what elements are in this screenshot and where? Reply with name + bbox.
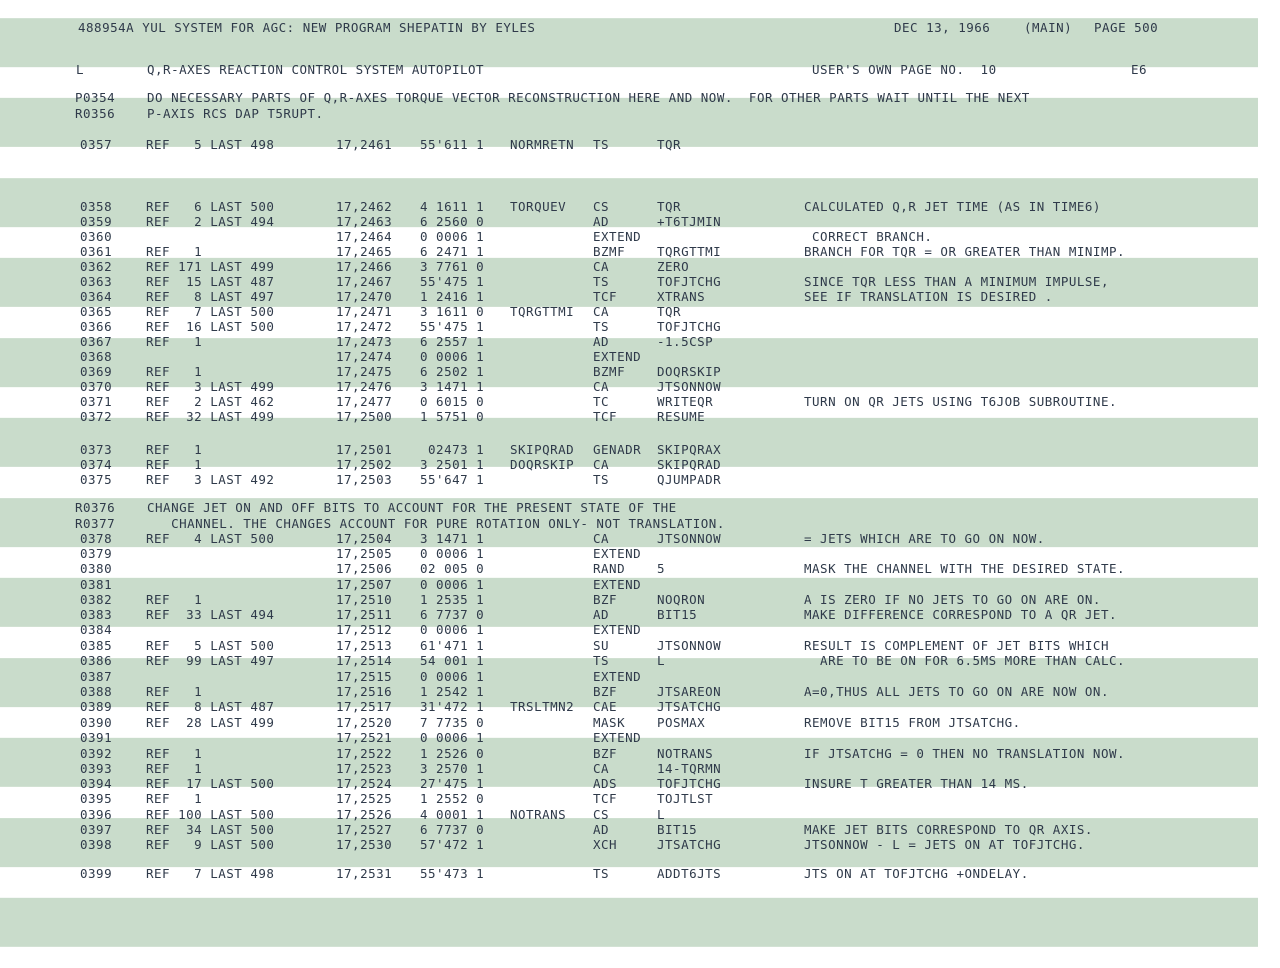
line-number: 0373 (80, 442, 113, 457)
octal-word: 0 6015 0 (420, 394, 485, 409)
cross-reference: REF 1 (146, 761, 203, 776)
octal-word: 1 2416 1 (420, 289, 485, 304)
code-comment: MAKE JET BITS CORRESPOND TO QR AXIS. (804, 822, 1093, 837)
octal-word: 57'472 1 (420, 837, 485, 852)
opcode: BZF (593, 592, 618, 607)
octal-word: 7 7735 0 (420, 715, 485, 730)
line-number: 0384 (80, 622, 113, 637)
operand: 5 (657, 561, 666, 576)
page-code: E6 (1131, 62, 1148, 77)
operand: L (657, 653, 666, 668)
cross-reference: REF 6 LAST 500 (146, 199, 275, 214)
line-number: R0377 (75, 516, 116, 531)
operand: QJUMPADR (657, 472, 722, 487)
octal-word: 54 001 1 (420, 653, 485, 668)
memory-address: 17,2501 (336, 442, 393, 457)
cross-reference: REF 15 LAST 487 (146, 274, 275, 289)
cross-reference: REF 100 LAST 500 (146, 807, 275, 822)
line-number: 0380 (80, 561, 113, 576)
octal-word: 6 2502 1 (420, 364, 485, 379)
cross-reference: REF 1 (146, 442, 203, 457)
code-comment: SINCE TQR LESS THAN A MINIMUM IMPULSE, (804, 274, 1109, 289)
subheader-title: Q,R-AXES REACTION CONTROL SYSTEM AUTOPILOT (147, 62, 485, 77)
cross-reference: REF 34 LAST 500 (146, 822, 275, 837)
opcode: CS (593, 199, 610, 214)
opcode: TC (593, 394, 610, 409)
header-main: (MAIN) (1024, 20, 1073, 35)
opcode: EXTEND (593, 577, 642, 592)
memory-address: 17,2464 (336, 229, 393, 244)
line-number: 0394 (80, 776, 113, 791)
line-number: 0389 (80, 699, 113, 714)
cross-reference: REF 1 (146, 244, 203, 259)
octal-word: 0 0006 1 (420, 546, 485, 561)
operand: BIT15 (657, 822, 698, 837)
line-number: 0385 (80, 638, 113, 653)
memory-address: 17,2520 (336, 715, 393, 730)
memory-address: 17,2507 (336, 577, 393, 592)
octal-word: 3 2501 1 (420, 457, 485, 472)
line-number: 0391 (80, 730, 113, 745)
code-comment: SEE IF TRANSLATION IS DESIRED . (804, 289, 1053, 304)
line-number: 0392 (80, 746, 113, 761)
octal-word: 55'647 1 (420, 472, 485, 487)
code-comment: JTSONNOW - L = JETS ON AT TOFJTCHG. (804, 837, 1085, 852)
memory-address: 17,2470 (336, 289, 393, 304)
symbol-label: DOQRSKIP (510, 457, 575, 472)
opcode: BZMF (593, 364, 626, 379)
line-number: 0396 (80, 807, 113, 822)
cross-reference: REF 28 LAST 499 (146, 715, 275, 730)
code-comment: A=0,THUS ALL JETS TO GO ON ARE NOW ON. (804, 684, 1109, 699)
opcode: BZMF (593, 244, 626, 259)
memory-address: 17,2462 (336, 199, 393, 214)
octal-word: 1 2526 0 (420, 746, 485, 761)
octal-word: 27'475 1 (420, 776, 485, 791)
octal-word: 02473 1 (420, 442, 485, 457)
opcode: EXTEND (593, 669, 642, 684)
memory-address: 17,2531 (336, 866, 393, 881)
operand: TQR (657, 199, 682, 214)
code-comment: CALCULATED Q,R JET TIME (AS IN TIME6) (804, 199, 1101, 214)
octal-word: 02 005 0 (420, 561, 485, 576)
memory-address: 17,2517 (336, 699, 393, 714)
opcode: CA (593, 379, 610, 394)
operand: +T6TJMIN (657, 214, 722, 229)
line-number: 0375 (80, 472, 113, 487)
code-comment: = JETS WHICH ARE TO GO ON NOW. (804, 531, 1045, 546)
line-number: 0379 (80, 546, 113, 561)
opcode: TS (593, 866, 610, 881)
line-number: 0387 (80, 669, 113, 684)
code-comment: INSURE T GREATER THAN 14 MS. (804, 776, 1029, 791)
opcode: BZF (593, 746, 618, 761)
code-comment: TURN ON QR JETS USING T6JOB SUBROUTINE. (804, 394, 1117, 409)
line-number: 0370 (80, 379, 113, 394)
code-comment: JTS ON AT TOFJTCHG +ONDELAY. (804, 866, 1029, 881)
opcode: CS (593, 807, 610, 822)
octal-word: 3 1471 1 (420, 379, 485, 394)
line-number: 0383 (80, 607, 113, 622)
memory-address: 17,2513 (336, 638, 393, 653)
line-number: 0364 (80, 289, 113, 304)
line-number: 0399 (80, 866, 113, 881)
operand: DOQRSKIP (657, 364, 722, 379)
memory-address: 17,2477 (336, 394, 393, 409)
operand: JTSONNOW (657, 379, 722, 394)
octal-word: 0 0006 1 (420, 730, 485, 745)
opcode: TCF (593, 791, 618, 806)
code-comment: IF JTSATCHG = 0 THEN NO TRANSLATION NOW. (804, 746, 1126, 761)
cross-reference: REF 5 LAST 500 (146, 638, 275, 653)
cross-reference: REF 1 (146, 457, 203, 472)
line-number: 0372 (80, 409, 113, 424)
subheader-prefix: L (76, 62, 85, 77)
tractor-feed-edge (1258, 0, 1280, 968)
line-number: R0376 (75, 500, 116, 515)
line-number: 0369 (80, 364, 113, 379)
operand: JTSONNOW (657, 531, 722, 546)
memory-address: 17,2525 (336, 791, 393, 806)
opcode: ADS (593, 776, 618, 791)
opcode: XCH (593, 837, 618, 852)
header-date: DEC 13, 1966 (894, 20, 991, 35)
header-page: PAGE 500 (1094, 20, 1159, 35)
line-number: 0368 (80, 349, 113, 364)
operand: SKIPQRAX (657, 442, 722, 457)
cross-reference: REF 2 LAST 494 (146, 214, 275, 229)
line-number: 0397 (80, 822, 113, 837)
remark-text: P-AXIS RCS DAP T5RUPT. (147, 106, 324, 121)
memory-address: 17,2516 (336, 684, 393, 699)
line-number: 0366 (80, 319, 113, 334)
opcode: AD (593, 822, 610, 837)
memory-address: 17,2514 (336, 653, 393, 668)
octal-word: 0 0006 1 (420, 577, 485, 592)
memory-address: 17,2467 (336, 274, 393, 289)
code-comment: MASK THE CHANNEL WITH THE DESIRED STATE. (804, 561, 1126, 576)
opcode: SU (593, 638, 610, 653)
line-number: 0374 (80, 457, 113, 472)
octal-word: 4 1611 1 (420, 199, 485, 214)
operand: NOQRON (657, 592, 706, 607)
operand: RESUME (657, 409, 706, 424)
line-number: P0354 (75, 90, 116, 105)
opcode: TCF (593, 409, 618, 424)
operand: SKIPQRAD (657, 457, 722, 472)
memory-address: 17,2511 (336, 607, 393, 622)
user-page-number: USER'S OWN PAGE NO. 10 (812, 62, 997, 77)
code-comment: A IS ZERO IF NO JETS TO GO ON ARE ON. (804, 592, 1101, 607)
line-number: 0360 (80, 229, 113, 244)
memory-address: 17,2505 (336, 546, 393, 561)
opcode: EXTEND (593, 349, 642, 364)
line-number: 0357 (80, 137, 113, 152)
line-number: 0371 (80, 394, 113, 409)
opcode: TS (593, 319, 610, 334)
cross-reference: REF 16 LAST 500 (146, 319, 275, 334)
operand: WRITEQR (657, 394, 714, 409)
octal-word: 4 0001 1 (420, 807, 485, 822)
operand: TQR (657, 137, 682, 152)
memory-address: 17,2476 (336, 379, 393, 394)
cross-reference: REF 1 (146, 684, 203, 699)
line-number: 0367 (80, 334, 113, 349)
code-comment: MAKE DIFFERENCE CORRESPOND TO A QR JET. (804, 607, 1117, 622)
memory-address: 17,2475 (336, 364, 393, 379)
symbol-label: NOTRANS (510, 807, 567, 822)
opcode: EXTEND (593, 546, 642, 561)
memory-address: 17,2515 (336, 669, 393, 684)
cross-reference: REF 17 LAST 500 (146, 776, 275, 791)
memory-address: 17,2510 (336, 592, 393, 607)
line-number: 0388 (80, 684, 113, 699)
operand: TQR (657, 304, 682, 319)
operand: JTSATCHG (657, 699, 722, 714)
memory-address: 17,2523 (336, 761, 393, 776)
operand: NOTRANS (657, 746, 714, 761)
opcode: EXTEND (593, 622, 642, 637)
line-number: R0356 (75, 106, 116, 121)
operand: 14-TQRMN (657, 761, 722, 776)
symbol-label: TORQUEV (510, 199, 567, 214)
octal-word: 55'611 1 (420, 137, 485, 152)
operand: TOFJTCHG (657, 274, 722, 289)
line-number: 0363 (80, 274, 113, 289)
opcode: EXTEND (593, 730, 642, 745)
cross-reference: REF 8 LAST 497 (146, 289, 275, 304)
line-number: 0362 (80, 259, 113, 274)
opcode: RAND (593, 561, 626, 576)
symbol-label: NORMRETN (510, 137, 575, 152)
memory-address: 17,2530 (336, 837, 393, 852)
cross-reference: REF 171 LAST 499 (146, 259, 275, 274)
opcode: CA (593, 761, 610, 776)
cross-reference: REF 32 LAST 499 (146, 409, 275, 424)
operand: TOFJTCHG (657, 776, 722, 791)
code-comment: CORRECT BRANCH. (804, 229, 933, 244)
octal-word: 1 2535 1 (420, 592, 485, 607)
opcode: CAE (593, 699, 618, 714)
octal-word: 1 5751 0 (420, 409, 485, 424)
memory-address: 17,2500 (336, 409, 393, 424)
operand: ADDT6JTS (657, 866, 722, 881)
octal-word: 55'475 1 (420, 274, 485, 289)
memory-address: 17,2471 (336, 304, 393, 319)
line-number: 0365 (80, 304, 113, 319)
symbol-label: TQRGTTMI (510, 304, 575, 319)
memory-address: 17,2503 (336, 472, 393, 487)
operand: -1.5CSP (657, 334, 714, 349)
code-comment: REMOVE BIT15 FROM JTSATCHG. (804, 715, 1021, 730)
cross-reference: REF 3 LAST 492 (146, 472, 275, 487)
line-number: 0381 (80, 577, 113, 592)
operand: TOFJTCHG (657, 319, 722, 334)
line-number: 0358 (80, 199, 113, 214)
memory-address: 17,2472 (336, 319, 393, 334)
memory-address: 17,2473 (336, 334, 393, 349)
line-number: 0398 (80, 837, 113, 852)
operand: POSMAX (657, 715, 706, 730)
memory-address: 17,2504 (336, 531, 393, 546)
octal-word: 55'473 1 (420, 866, 485, 881)
memory-address: 17,2461 (336, 137, 393, 152)
cross-reference: REF 1 (146, 334, 203, 349)
octal-word: 0 0006 1 (420, 349, 485, 364)
memory-address: 17,2502 (336, 457, 393, 472)
line-number: 0390 (80, 715, 113, 730)
opcode: BZF (593, 684, 618, 699)
cross-reference: REF 1 (146, 746, 203, 761)
opcode: TCF (593, 289, 618, 304)
memory-address: 17,2463 (336, 214, 393, 229)
opcode: CA (593, 457, 610, 472)
cross-reference: REF 4 LAST 500 (146, 531, 275, 546)
cross-reference: REF 99 LAST 497 (146, 653, 275, 668)
cross-reference: REF 33 LAST 494 (146, 607, 275, 622)
cross-reference: REF 2 LAST 462 (146, 394, 275, 409)
operand: JTSAREON (657, 684, 722, 699)
cross-reference: REF 5 LAST 498 (146, 137, 275, 152)
remark-text: DO NECESSARY PARTS OF Q,R-AXES TORQUE VECTOR RECONSTRUCTION HERE AND NOW. FOR OTHER PARTS WAIT UNTIL THE NEXT (147, 90, 1030, 105)
opcode: TS (593, 472, 610, 487)
cross-reference: REF 3 LAST 499 (146, 379, 275, 394)
line-number: 0393 (80, 761, 113, 776)
opcode: CA (593, 259, 610, 274)
opcode: GENADR (593, 442, 642, 457)
octal-word: 3 2570 1 (420, 761, 485, 776)
operand: L (657, 807, 666, 822)
line-number: 0386 (80, 653, 113, 668)
operand: JTSONNOW (657, 638, 722, 653)
cross-reference: REF 8 LAST 487 (146, 699, 275, 714)
octal-word: 0 0006 1 (420, 669, 485, 684)
memory-address: 17,2521 (336, 730, 393, 745)
memory-address: 17,2512 (336, 622, 393, 637)
opcode: MASK (593, 715, 626, 730)
header-title: 488954A YUL SYSTEM FOR AGC: NEW PROGRAM SHEPATIN BY EYLES (78, 20, 536, 35)
memory-address: 17,2506 (336, 561, 393, 576)
cross-reference: REF 7 LAST 498 (146, 866, 275, 881)
cross-reference: REF 9 LAST 500 (146, 837, 275, 852)
memory-address: 17,2526 (336, 807, 393, 822)
code-comment: RESULT IS COMPLEMENT OF JET BITS WHICH (804, 638, 1109, 653)
line-number: 0378 (80, 531, 113, 546)
symbol-label: TRSLTMN2 (510, 699, 575, 714)
operand: BIT15 (657, 607, 698, 622)
octal-word: 1 2552 0 (420, 791, 485, 806)
memory-address: 17,2466 (336, 259, 393, 274)
opcode: AD (593, 334, 610, 349)
octal-word: 3 1471 1 (420, 531, 485, 546)
remark-text: CHANNEL. THE CHANGES ACCOUNT FOR PURE ROTATION ONLY- NOT TRANSLATION. (147, 516, 725, 531)
octal-word: 6 2557 1 (420, 334, 485, 349)
octal-word: 3 1611 0 (420, 304, 485, 319)
octal-word: 0 0006 1 (420, 622, 485, 637)
operand: TQRGTTMI (657, 244, 722, 259)
cross-reference: REF 1 (146, 592, 203, 607)
octal-word: 31'472 1 (420, 699, 485, 714)
opcode: AD (593, 607, 610, 622)
octal-word: 1 2542 1 (420, 684, 485, 699)
cross-reference: REF 1 (146, 364, 203, 379)
memory-address: 17,2527 (336, 822, 393, 837)
operand: TOJTLST (657, 791, 714, 806)
cross-reference: REF 7 LAST 500 (146, 304, 275, 319)
line-number: 0395 (80, 791, 113, 806)
cross-reference: REF 1 (146, 791, 203, 806)
opcode: TS (593, 653, 610, 668)
opcode: TS (593, 137, 610, 152)
memory-address: 17,2474 (336, 349, 393, 364)
remark-text: CHANGE JET ON AND OFF BITS TO ACCOUNT FOR THE PRESENT STATE OF THE (147, 500, 677, 515)
line-number: 0359 (80, 214, 113, 229)
octal-word: 0 0006 1 (420, 229, 485, 244)
octal-word: 55'475 1 (420, 319, 485, 334)
opcode: AD (593, 214, 610, 229)
memory-address: 17,2465 (336, 244, 393, 259)
octal-word: 6 2560 0 (420, 214, 485, 229)
memory-address: 17,2522 (336, 746, 393, 761)
octal-word: 61'471 1 (420, 638, 485, 653)
operand: XTRANS (657, 289, 706, 304)
opcode: TS (593, 274, 610, 289)
octal-word: 3 7761 0 (420, 259, 485, 274)
code-comment: ARE TO BE ON FOR 6.5MS MORE THAN CALC. (804, 653, 1126, 668)
octal-word: 6 2471 1 (420, 244, 485, 259)
code-comment: BRANCH FOR TQR = OR GREATER THAN MINIMP. (804, 244, 1126, 259)
line-number: 0382 (80, 592, 113, 607)
line-number: 0361 (80, 244, 113, 259)
operand: ZERO (657, 259, 690, 274)
symbol-label: SKIPQRAD (510, 442, 575, 457)
opcode: EXTEND (593, 229, 642, 244)
operand: JTSATCHG (657, 837, 722, 852)
octal-word: 6 7737 0 (420, 607, 485, 622)
memory-address: 17,2524 (336, 776, 393, 791)
octal-word: 6 7737 0 (420, 822, 485, 837)
opcode: CA (593, 304, 610, 319)
opcode: CA (593, 531, 610, 546)
